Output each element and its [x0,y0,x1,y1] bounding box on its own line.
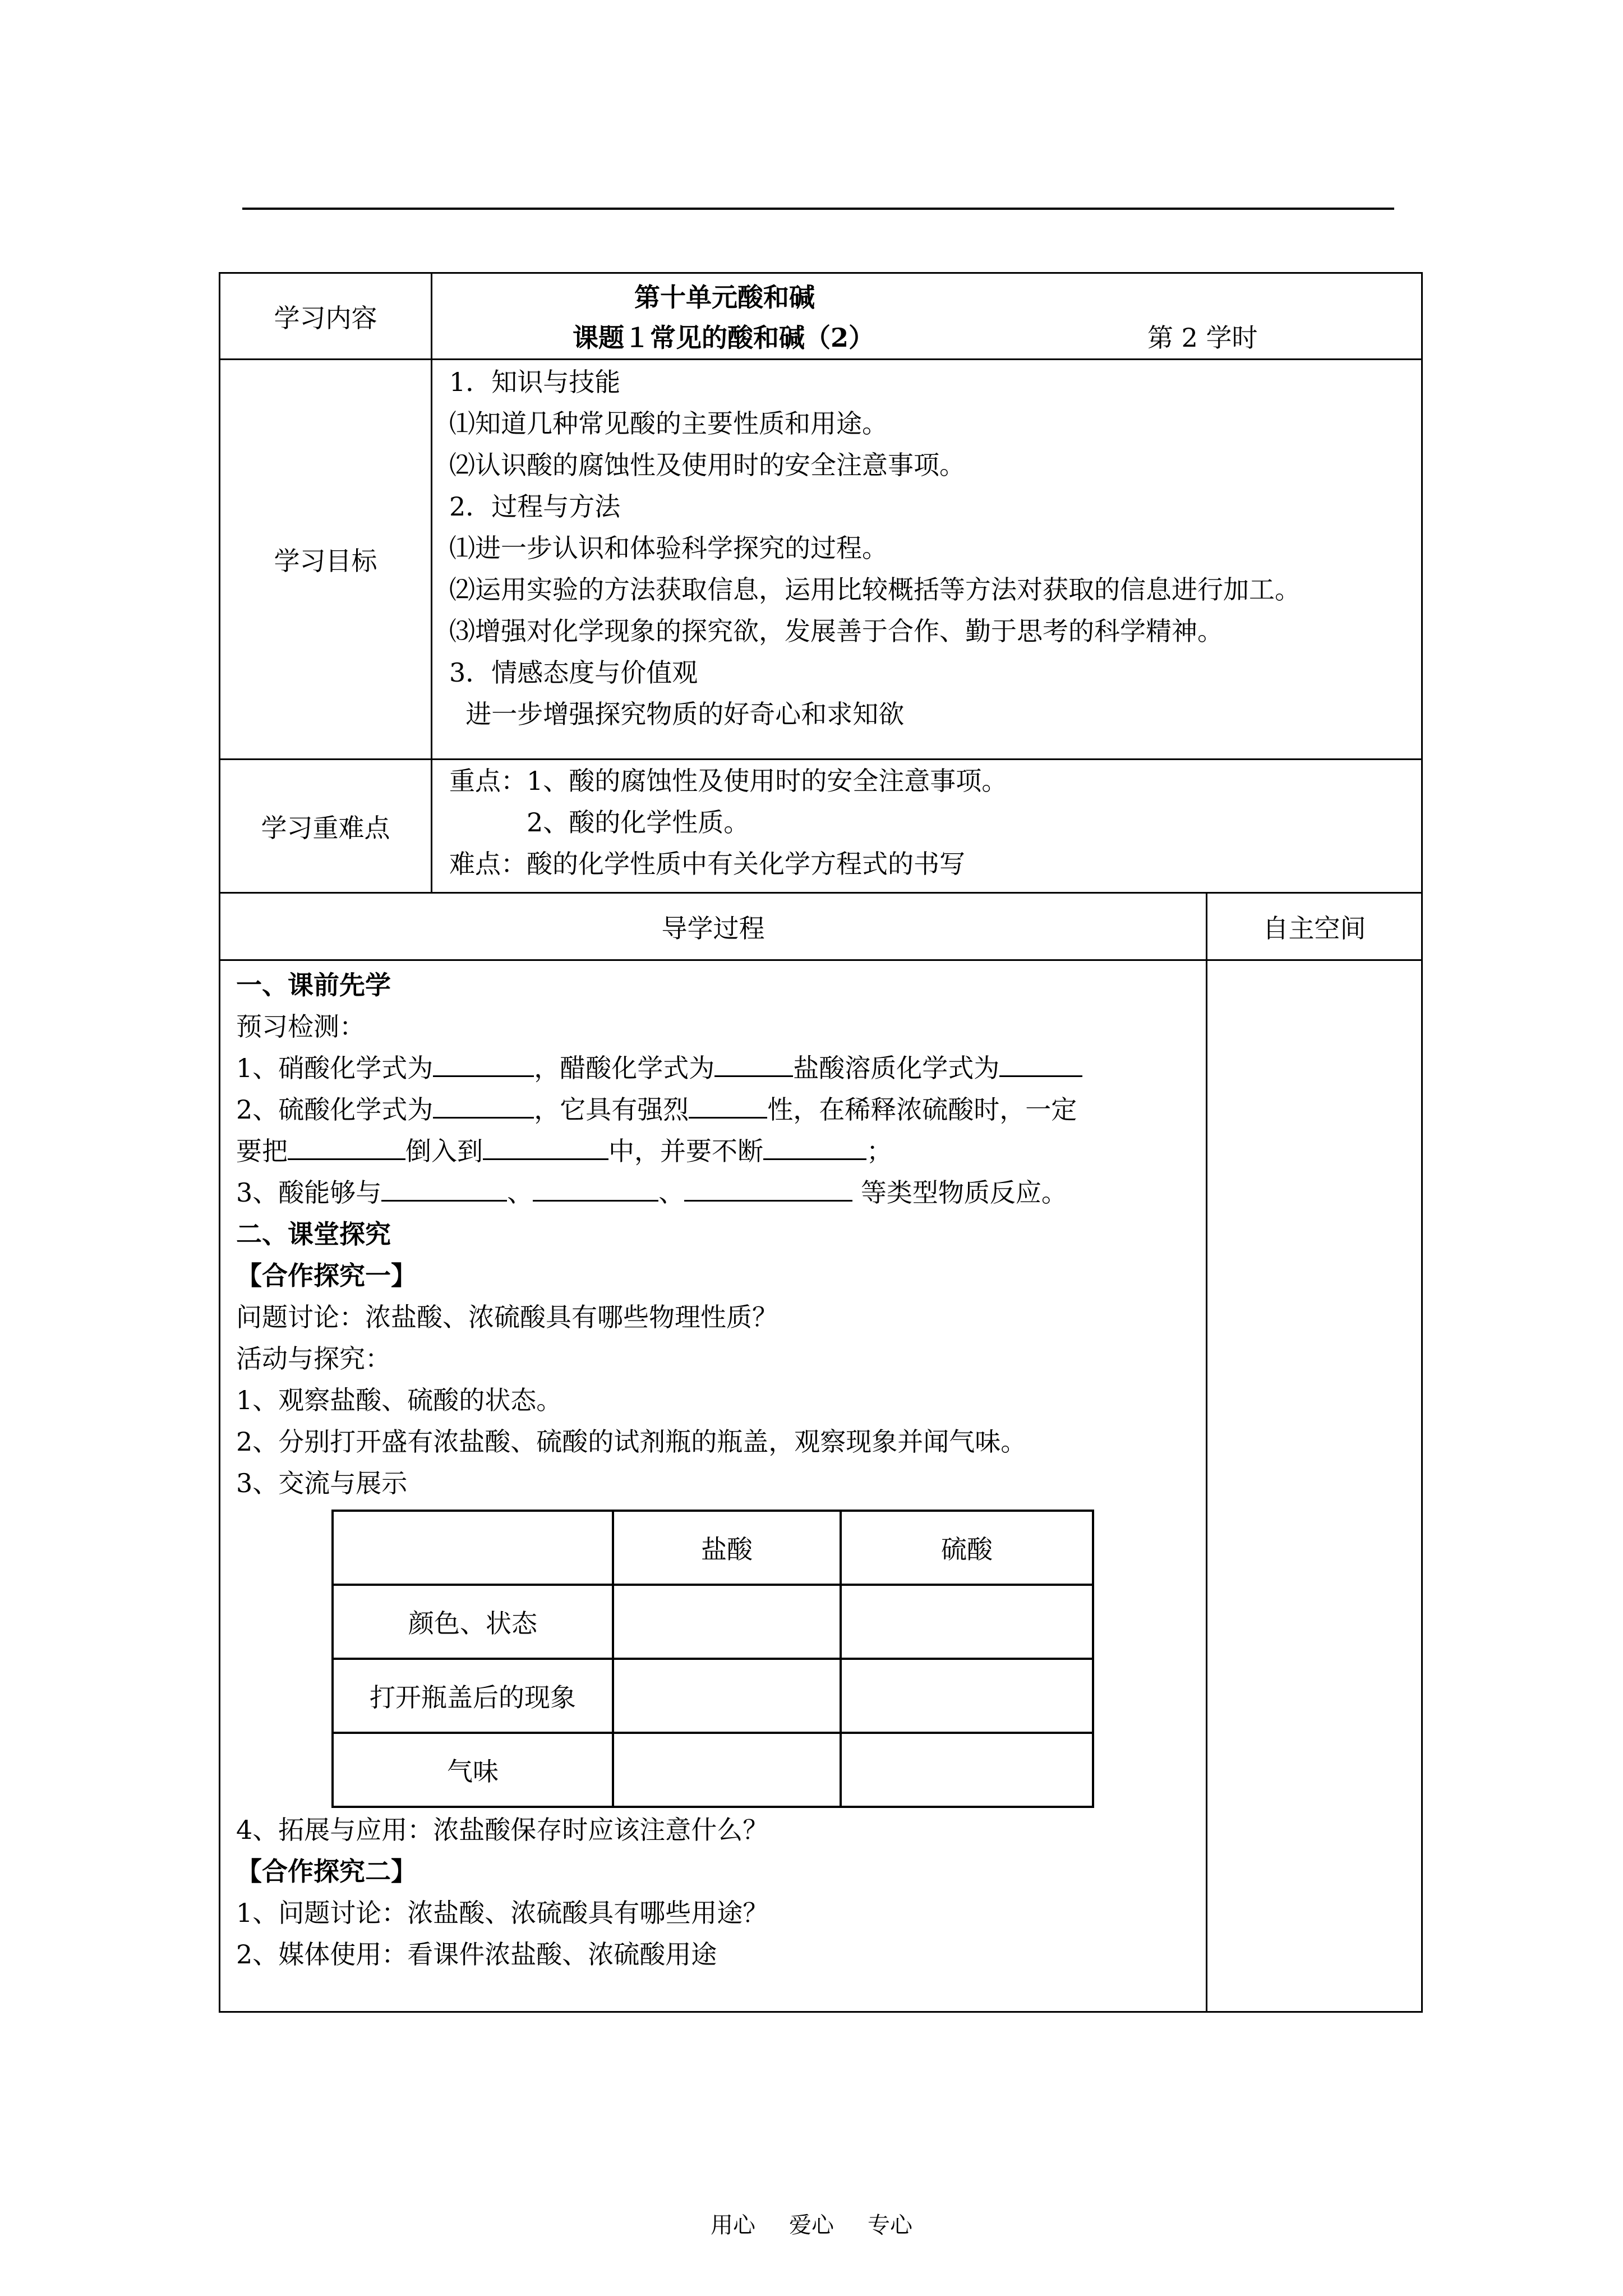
table-row [333,1733,1093,1807]
question-text: 盐酸溶质化学式为 [793,1053,1000,1083]
coop-title: 【合作探究二】 [236,1856,417,1887]
top-rule [242,208,1394,210]
comparison-table [331,1510,1094,1808]
answer-blank[interactable] [433,1051,534,1077]
section-title: 二、课堂探究 [236,1219,391,1249]
question-text: 3、酸能够与 [236,1177,382,1208]
table-row [333,1659,1093,1733]
goal-line: ⑵运用实验的方法获取信息，运用比较概括等方法对获取的信息进行加工。 [449,574,1301,605]
activity-step: 1、观察盐酸、硫酸的状态。 [236,1385,562,1415]
question-text: 1、硝酸化学式为 [236,1053,434,1083]
free-space-label: 自主空间 [1207,893,1422,960]
goal-line: 1．知识与技能 [449,367,621,397]
question-text: ，醋酸化学式为 [534,1053,715,1083]
page-footer [0,2207,1623,2239]
table-header-cell: 盐酸 [613,1511,841,1585]
answer-blank[interactable] [714,1051,793,1077]
header-row [220,273,1422,360]
key-point-line: 难点：酸的化学性质中有关化学方程式的书写 [449,849,965,879]
question-text: ，它具有强烈 [534,1094,689,1125]
key-points-label: 学习重难点 [220,760,432,893]
activity-step: 4、拓展与应用：浓盐酸保存时应该注意什么？ [236,1815,769,1845]
key-point-line: 重点：1、酸的腐蚀性及使用时的安全注意事项。 [449,766,1008,796]
question-2 [236,1089,1206,1130]
question-text: 2、硫酸化学式为 [236,1094,434,1125]
answer-blank[interactable] [689,1092,767,1119]
lesson-plan-table [219,272,1423,2013]
answer-cell[interactable] [613,1733,841,1807]
answer-cell[interactable] [613,1585,841,1659]
activity-step: 2、分别打开盛有浓盐酸、硫酸的试剂瓶的瓶盖，观察现象并闻气味。 [236,1427,1027,1457]
question-text: 、 [658,1177,685,1208]
preview-label: 预习检测： [236,1011,365,1042]
question-text: ； [866,1136,892,1166]
answer-blank[interactable] [999,1051,1082,1077]
answer-cell[interactable] [613,1659,841,1733]
answer-cell[interactable] [841,1585,1093,1659]
footer-word: 专心 [868,2212,912,2238]
goal-line: ⑶增强对化学现象的探究欲，发展善于合作、勤于思考的科学精神。 [449,616,1223,646]
row-label: 颜色、状态 [333,1585,613,1659]
row-label: 打开瓶盖后的现象 [333,1659,613,1733]
discussion-question: 1、问题讨论：浓盐酸、浓硫酸具有哪些用途？ [236,1898,769,1928]
discussion-question: 问题讨论：浓盐酸、浓硫酸具有哪些物理性质？ [236,1302,778,1332]
goal-line: 3．情感态度与价值观 [449,657,698,688]
question-3 [236,1172,1206,1213]
goal-line: 2．过程与方法 [449,491,621,522]
goal-line: ⑵认识酸的腐蚀性及使用时的安全注意事项。 [449,450,965,480]
activity-step: 3、交流与展示 [236,1468,408,1498]
goals-row [220,360,1422,760]
question-text: 中，并要不断 [608,1136,763,1166]
content-label: 学习内容 [220,273,432,360]
answer-cell[interactable] [841,1733,1093,1807]
question-text: 倒入到 [405,1136,483,1166]
question-2-cont [236,1130,1206,1172]
question-text: 、 [507,1177,533,1208]
question-text: 性，在稀释浓硫酸时，一定 [767,1094,1077,1125]
coop-title: 【合作探究一】 [236,1260,417,1291]
goals-label: 学习目标 [220,360,432,760]
header-info [432,273,1422,360]
period-label: 第 2 学时 [1147,323,1258,353]
answer-blank[interactable] [533,1175,658,1202]
unit-title: 第十单元酸和碱 [634,282,815,312]
footer-word: 爱心 [789,2212,834,2238]
discussion-question: 2、媒体使用：看课件浓盐酸、浓硫酸用途 [236,1939,717,1970]
guide-row [220,960,1422,2012]
goal-line: ⑴进一步认识和体验科学探究的过程。 [449,533,888,563]
answer-cell[interactable] [841,1659,1093,1733]
footer-word: 用心 [711,2212,755,2238]
answer-blank[interactable] [483,1134,608,1160]
table-header-cell [333,1511,613,1585]
goal-line: ⑴知道几种常见酸的主要性质和用途。 [449,408,888,439]
process-header-row [220,893,1422,960]
question-1 [236,1047,1206,1089]
section-title: 一、课前先学 [236,970,391,1000]
answer-blank[interactable] [763,1134,866,1160]
table-header-cell: 硫酸 [841,1511,1093,1585]
row-label: 气味 [333,1733,613,1807]
key-points-row [220,760,1422,893]
lesson-title: 课题１常见的酸和碱（2） [573,323,875,353]
key-points-content [432,760,1422,893]
answer-blank[interactable] [433,1092,534,1119]
answer-blank[interactable] [288,1134,405,1160]
process-label: 导学过程 [220,893,1207,960]
guide-content [220,960,1207,2012]
table-row [333,1585,1093,1659]
activity-label: 活动与探究： [236,1343,391,1374]
free-space-area[interactable] [1207,960,1422,2012]
answer-blank[interactable] [381,1175,507,1202]
goal-line: 进一步增强探究物质的好奇心和求知欲 [449,699,905,729]
question-text: 等类型物质反应。 [852,1177,1067,1208]
key-point-line: 2、酸的化学性质。 [449,807,750,838]
comparison-header-row [333,1511,1093,1585]
goals-content [432,360,1422,760]
answer-blank[interactable] [684,1175,852,1202]
question-text: 要把 [236,1136,288,1166]
